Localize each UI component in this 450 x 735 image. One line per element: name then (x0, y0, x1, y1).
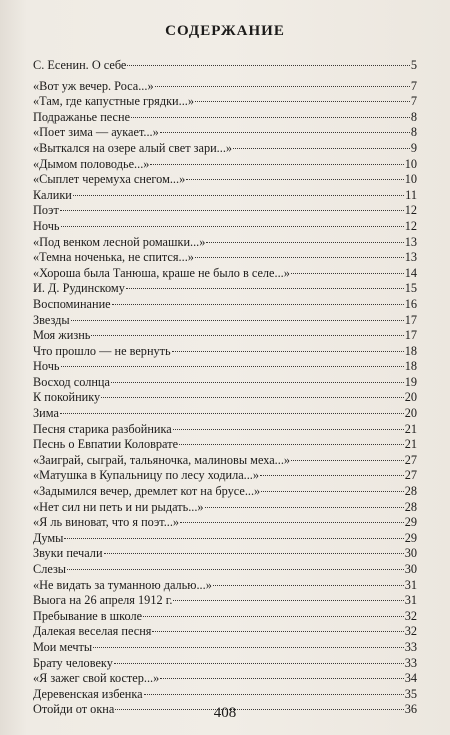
dot-leader (126, 288, 404, 289)
toc-entry (33, 687, 417, 703)
dot-leader (173, 429, 404, 430)
toc-entry-title: Слезы (33, 562, 67, 576)
toc-entry-title: Воспоминание (33, 296, 111, 311)
toc-entry (33, 157, 417, 173)
toc-entry-title: Что прошло — не вернуть (33, 343, 171, 358)
toc-entry (33, 593, 417, 609)
toc-entry (33, 250, 417, 266)
dot-leader (127, 65, 409, 66)
toc-entry-page: 5 (410, 58, 417, 72)
toc-entry (33, 656, 417, 672)
dot-leader (73, 195, 404, 196)
dot-leader (112, 304, 404, 305)
dot-leader (71, 320, 404, 321)
toc-entry-page: 33 (404, 639, 417, 654)
toc-entry-page: 30 (404, 562, 417, 576)
toc-entry-title: «Я зажег свой костер...» (33, 671, 160, 686)
dot-leader (205, 507, 404, 508)
toc-entry-page: 27 (404, 468, 417, 483)
toc-entry-page: 29 (404, 530, 417, 545)
toc-entry-title: «Выткался на озере алый свет зари...» (33, 140, 233, 155)
toc-entry (33, 125, 417, 141)
toc-entry (33, 453, 417, 469)
toc-entry-page: 11 (405, 187, 417, 202)
toc-entry-title: «Заиграй, сыграй, тальяночка, малиновы меха...» (33, 452, 291, 467)
dot-leader (101, 397, 404, 398)
toc-entry-page: 7 (410, 78, 417, 93)
dot-leader (93, 647, 404, 648)
toc-entry-page: 29 (404, 515, 417, 530)
toc-entry-page: 30 (404, 546, 417, 561)
dot-leader (61, 366, 404, 367)
dot-leader (114, 663, 404, 664)
dot-leader (104, 553, 404, 554)
toc-entry-page: 20 (404, 390, 417, 405)
toc-entry (33, 235, 417, 251)
toc-entry-title: Восход солнца (33, 374, 110, 389)
toc-entry (33, 671, 417, 687)
toc-entry (33, 515, 417, 531)
toc-entry-page: 17 (404, 312, 417, 327)
toc-entry-page: 28 (404, 499, 417, 514)
toc-entry (33, 94, 417, 110)
toc-entry-page: 13 (404, 250, 417, 265)
toc-entry (33, 188, 417, 204)
dot-leader (150, 164, 403, 165)
dot-leader (60, 413, 404, 414)
toc-entry-page: 32 (404, 608, 417, 623)
toc-entry-page: 8 (410, 125, 417, 140)
toc-entry-title: «Вот уж вечер. Роса...» (33, 78, 154, 93)
toc-entry (33, 344, 417, 360)
toc-entry-page: 14 (404, 265, 417, 280)
dot-leader (173, 600, 403, 601)
toc-entry (33, 578, 417, 594)
dot-leader (67, 569, 404, 570)
toc-entry (33, 640, 417, 656)
toc-entry-title: «Я ль виноват, что я поэт...» (33, 515, 180, 530)
toc-entry-title: Пребывание в школе (33, 608, 143, 623)
toc-entry-title: Ночь (33, 218, 60, 233)
contents-heading: СОДЕРЖАНИЕ (165, 23, 285, 39)
toc-entry-title: «Задымился вечер, дремлет кот на брусе...» (33, 484, 261, 499)
dot-leader (291, 273, 404, 274)
toc-entry-page: 20 (404, 406, 417, 421)
dot-leader (206, 242, 403, 243)
dot-leader (195, 101, 410, 102)
toc-entry-page: 15 (404, 281, 417, 296)
toc-entry (33, 484, 417, 500)
dot-leader (179, 444, 404, 445)
toc-entry-title: С. Есенин. О себе (33, 58, 127, 72)
page-number: 408 (213, 705, 237, 721)
dot-leader (143, 616, 404, 617)
toc-entry-title: «Поет зима — аукает...» (33, 125, 159, 140)
toc-entry-page: 16 (404, 296, 417, 311)
dot-leader (155, 86, 410, 87)
toc-entry-page: 32 (404, 624, 417, 639)
toc-entry-title: Звуки печали (33, 546, 103, 561)
toc-entry-title: Выога на 26 апреля 1912 г. (33, 593, 173, 608)
toc-entry-title: Моя жизнь (33, 328, 91, 343)
toc-entry-title: «Нет сил ни петь и ни рыдать...» (33, 499, 204, 514)
dot-leader (91, 335, 403, 336)
toc-entry-title: «Там, где капустные грядки...» (33, 94, 195, 109)
toc-entry-page: 36 (404, 702, 417, 717)
toc-entry-title: Ночь (33, 359, 60, 374)
toc-entry-title: И. Д. Рудинскому (33, 281, 125, 296)
toc-entry-title: К покойнику (33, 390, 101, 405)
toc-entry (33, 406, 417, 422)
toc-entry (33, 624, 417, 640)
toc-entry (33, 79, 417, 95)
toc-entry-title: Деревенская избенка (33, 686, 143, 701)
toc-entry-page: 17 (404, 328, 417, 343)
toc-entry (33, 468, 417, 484)
dot-leader (111, 382, 404, 383)
dot-leader (260, 475, 404, 476)
toc-entry-page: 8 (410, 109, 417, 124)
toc-entry (33, 281, 417, 297)
toc-entry (33, 58, 417, 74)
toc-entry (33, 437, 417, 453)
toc-entry (33, 531, 417, 547)
toc-entry-title: Брату человеку (33, 655, 113, 670)
toc-entry-title: Подражанье песне (33, 109, 131, 124)
toc-entry-page: 18 (404, 343, 417, 358)
toc-entry (33, 390, 417, 406)
toc-entry-title: Думы (33, 530, 64, 545)
toc-entry-page: 18 (404, 359, 417, 374)
dot-leader (186, 179, 403, 180)
toc-entry-page: 34 (404, 671, 417, 686)
dot-leader (160, 678, 403, 679)
toc-entry (33, 500, 417, 516)
toc-entry-page: 13 (404, 234, 417, 249)
toc-entry-page: 21 (404, 421, 417, 436)
toc-entry-page: 21 (404, 437, 417, 452)
toc-entry-title: «Темна ноченька, не спится...» (33, 250, 194, 265)
toc-entry-page: 10 (404, 156, 417, 171)
dot-leader (213, 585, 404, 586)
toc-entry (33, 266, 417, 282)
toc-entry (33, 219, 417, 235)
dot-leader (160, 132, 410, 133)
toc-entry (33, 172, 417, 188)
toc-entry (33, 110, 417, 126)
dot-leader (180, 522, 404, 523)
dot-leader (172, 351, 404, 352)
toc-entry-title: «Хороша была Танюша, краше не было в селе...» (33, 265, 290, 280)
toc-entry-title: Песня старика разбойника (33, 421, 172, 436)
toc-entry (33, 203, 417, 219)
toc-entry-page: 33 (404, 655, 417, 670)
toc-entry-page: 35 (404, 686, 417, 701)
toc-entry-title: «Матушка в Купальницу по лесу ходила...» (33, 468, 260, 483)
toc-entry-title: Зима (33, 406, 59, 421)
toc-entry-page: 9 (410, 140, 417, 155)
toc-entry (33, 609, 417, 625)
toc-entry-page: 31 (404, 593, 417, 608)
toc-entry-page: 27 (404, 452, 417, 467)
toc-entry-page: 12 (404, 218, 417, 233)
toc-entry-title: Песнь о Евпатии Коловрате (33, 437, 179, 452)
toc-entry-title: Далекая веселая песня (33, 624, 152, 639)
dot-leader (152, 631, 403, 632)
toc-entry (33, 422, 417, 438)
toc-entry-title: «Сыплет черемуха снегом...» (33, 172, 186, 187)
toc-entry (33, 359, 417, 375)
toc-entry-title: Поэт (33, 203, 59, 218)
dot-leader (195, 257, 404, 258)
toc-entry-page: 10 (404, 172, 417, 187)
dot-leader (60, 210, 404, 211)
toc-entry-page: 12 (404, 203, 417, 218)
toc-entry-title: «Не видать за туманною далью...» (33, 577, 212, 592)
toc-entry-title: Мои мечты (33, 639, 93, 654)
toc-entry-title: Калики (33, 187, 72, 202)
toc-entry (33, 297, 417, 313)
dot-leader (144, 694, 404, 695)
toc-entry-page: 7 (410, 94, 417, 109)
toc-entry-page: 19 (404, 374, 417, 389)
toc-entry (33, 562, 417, 578)
dot-leader (261, 491, 403, 492)
toc-entry (33, 375, 417, 391)
table-of-contents (33, 58, 417, 718)
dot-leader (131, 117, 410, 118)
dot-leader (291, 460, 404, 461)
dot-leader (233, 148, 410, 149)
toc-entry-title: «Дымом половодье...» (33, 156, 150, 171)
toc-entry (33, 546, 417, 562)
toc-entry-page: 28 (404, 484, 417, 499)
toc-entry (33, 313, 417, 329)
dot-leader (61, 226, 404, 227)
dot-leader (64, 538, 403, 539)
toc-entry-page: 31 (404, 577, 417, 592)
toc-entry (33, 141, 417, 157)
toc-entry-title: «Под венком лесной ромашки...» (33, 234, 206, 249)
toc-entry (33, 328, 417, 344)
toc-entry-title: Звезды (33, 312, 70, 327)
toc-entry-title: Отойди от окна (33, 702, 115, 717)
